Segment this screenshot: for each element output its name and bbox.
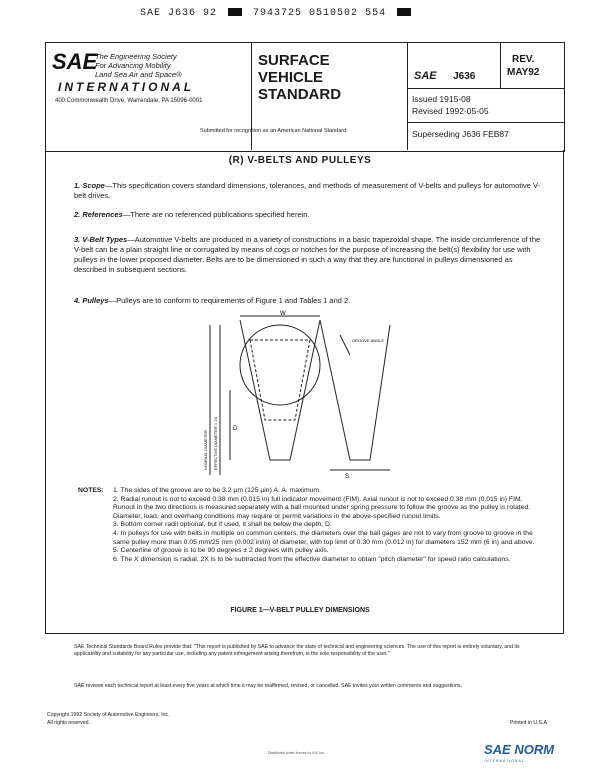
section-pulleys: [74, 296, 544, 306]
revised-date: Revised 1992-05-05: [412, 106, 489, 116]
doc-type-line: SURFACE: [258, 52, 330, 69]
pulley-figure: [190, 310, 420, 482]
scan-block: [228, 8, 242, 16]
scan-header-right: 7943725 0510502 554: [253, 8, 387, 19]
sae-mini-label: SAE: [414, 70, 437, 82]
society-line: For Advancing Mobility: [95, 61, 171, 70]
doc-type-line: STANDARD: [258, 86, 342, 103]
section-text: —This specification covers standard dimensions, tolerances, and methods of measurement of V-belts and pulleys for automotive V-belt drives.: [74, 181, 541, 200]
scan-header-left: SAE J636 92: [140, 8, 218, 19]
note-item: 6. The X dimension is radial. 2X is to be subtracted from the effective diameter to obtain "pitch diameter" for speed ratio calculations.: [113, 555, 511, 563]
sae-logo: [52, 48, 98, 79]
submitted-note: Submitted for recognition as an American National Standard: [200, 128, 347, 134]
printed-in: Printed in U.S.A.: [510, 720, 549, 726]
section-scope: [74, 181, 544, 201]
notes-list: [113, 487, 543, 564]
groove-outline: [240, 320, 320, 460]
figure-caption: FIGURE 1—V-BELT PULLEY DIMENSIONS: [230, 607, 370, 614]
doc-number-block: [414, 66, 475, 84]
divider: [407, 88, 564, 89]
label-w: W: [280, 311, 286, 317]
issued-date: Issued 1915-08: [412, 94, 471, 104]
note-item: 1. The sides of the groove are to be 3.2 µm (125 µin) A. A. maximum.: [113, 487, 321, 494]
section-head: 3. V-Belt Types: [74, 235, 128, 244]
section-text: —Automotive V-belts are produced in a variety of constructions in a basic trapezoidal shape. The inside circumference of the V-belt can be a plain straight line or corrugated by means of cogs or notches for the purpose of increasing the belt(s) flexibility for use with pulleys in the lower proposed diameter. Belts are to be dimensioned in such a way that they are functional in pulleys dimensioned as described in subsequent sections.: [74, 235, 541, 274]
section-text: —Pulleys are to conform to requirements of Figure 1 and Tables 1 and 2.: [108, 296, 351, 305]
society-line: Land Sea Air and Space: [95, 70, 177, 79]
copyright: Copyright 1992 Society of Automotive Engineers, Inc.: [47, 712, 170, 718]
section-head: 1. Scope: [74, 181, 105, 190]
society-line: The Engineering Society: [95, 52, 177, 61]
notes-label: NOTES:: [78, 487, 104, 494]
label-s: S: [345, 474, 350, 480]
ball-gage: [240, 325, 320, 405]
content-bottom-line: [45, 633, 564, 634]
section-references: [74, 210, 544, 220]
note-item: 5. Centerline of groove is to be 90 degrees ± 2 degrees with pulley axis.: [113, 547, 329, 555]
divider: [407, 122, 564, 123]
section-vbelt-types: [74, 235, 544, 275]
divider: [407, 42, 408, 150]
section-head: 4. Pulleys: [74, 296, 109, 305]
international-label: INTERNATIONAL: [58, 80, 195, 94]
scan-block: [397, 8, 411, 16]
left-margin-line: [45, 150, 46, 633]
svg-text:SAE: SAE: [52, 49, 98, 74]
rights: All rights reserved.: [47, 720, 90, 726]
rev-label: REV.: [512, 54, 535, 65]
divider: [500, 42, 501, 89]
brand-subtext: INTERNATIONAL: [484, 759, 525, 763]
label-nominal-diameter: NOMINAL DIAMETER: [203, 430, 208, 470]
note-item: 2. Radial runout is not to exceed 0.38 mm (0.015 in) full indicator movement (FIM). Axial runout is not to exceed 0.38 mm (0.015 in) FIM. Runout in the two directions is measured separately with a ball mounted under spring pressure to follow the groove as the pulley is rotated. Diameter, load, and overhang conditions may require or permit variations in the above-specified runout limits.: [113, 495, 531, 520]
label-effective-diameter: EFFECTIVE DIAMETER = 2X: [213, 416, 218, 470]
registered-mark: ®: [176, 70, 182, 79]
doc-type-line: VEHICLE: [258, 69, 324, 86]
section-text: —There are no referenced publications specified herein.: [122, 210, 310, 219]
label-d: D: [233, 426, 238, 432]
doc-number: J636: [453, 71, 476, 82]
footer-review: SAE reviews each technical report at least every five years at which time it may be reaffirmed, revised, or cancelled. SAE invites your written comments and suggestions.: [74, 683, 462, 689]
rev-date: MAY92: [507, 67, 540, 78]
sae-logo-mark: [52, 48, 98, 74]
note-item: 4. In pulleys for use with belts in multiple on common centers, the diameters over the ball gages are not to vary from groove to groove in the same pulley more than 0.05 mm/25 mm (0.002 in/in) of diameter, with top limit of 0.30 mm (0.012 in) for diameters 152 mm (6 in) and above.: [113, 529, 535, 546]
note-item: 3. Bottom corner radii optional, but if used, it shall be below the depth, D.: [113, 521, 332, 529]
angle-leader: [340, 335, 350, 355]
section-head: 2. References: [74, 210, 123, 219]
distribution-note: Distributed under license by IHS Inc.: [268, 751, 325, 755]
scan-header: [140, 8, 415, 19]
right-margin-line: [563, 150, 564, 633]
superseding: Superseding J636 FEB87: [412, 129, 509, 139]
address: 400 Commonwealth Drive, Warrendale, PA 15096-0001: [55, 98, 203, 104]
society-text: [95, 52, 182, 79]
doc-type: [258, 52, 341, 103]
doc-title: (R) V-BELTS AND PULLEYS: [228, 155, 372, 166]
label-groove-angle: GROOVE ANGLE: [352, 338, 385, 343]
brand-text: SAE NORM: [484, 742, 555, 757]
sae-norm-brand: [484, 741, 554, 763]
footer-rules: SAE Technical Standards Board Rules provide that: "This report is published by SAE to advance the state of technical and engineering sciences. The use of this report is entirely voluntary, and its applicability and suitability for any particular use, including any patent infringement arising therefrom, is the sole responsibility of the user.": [74, 644, 520, 657]
